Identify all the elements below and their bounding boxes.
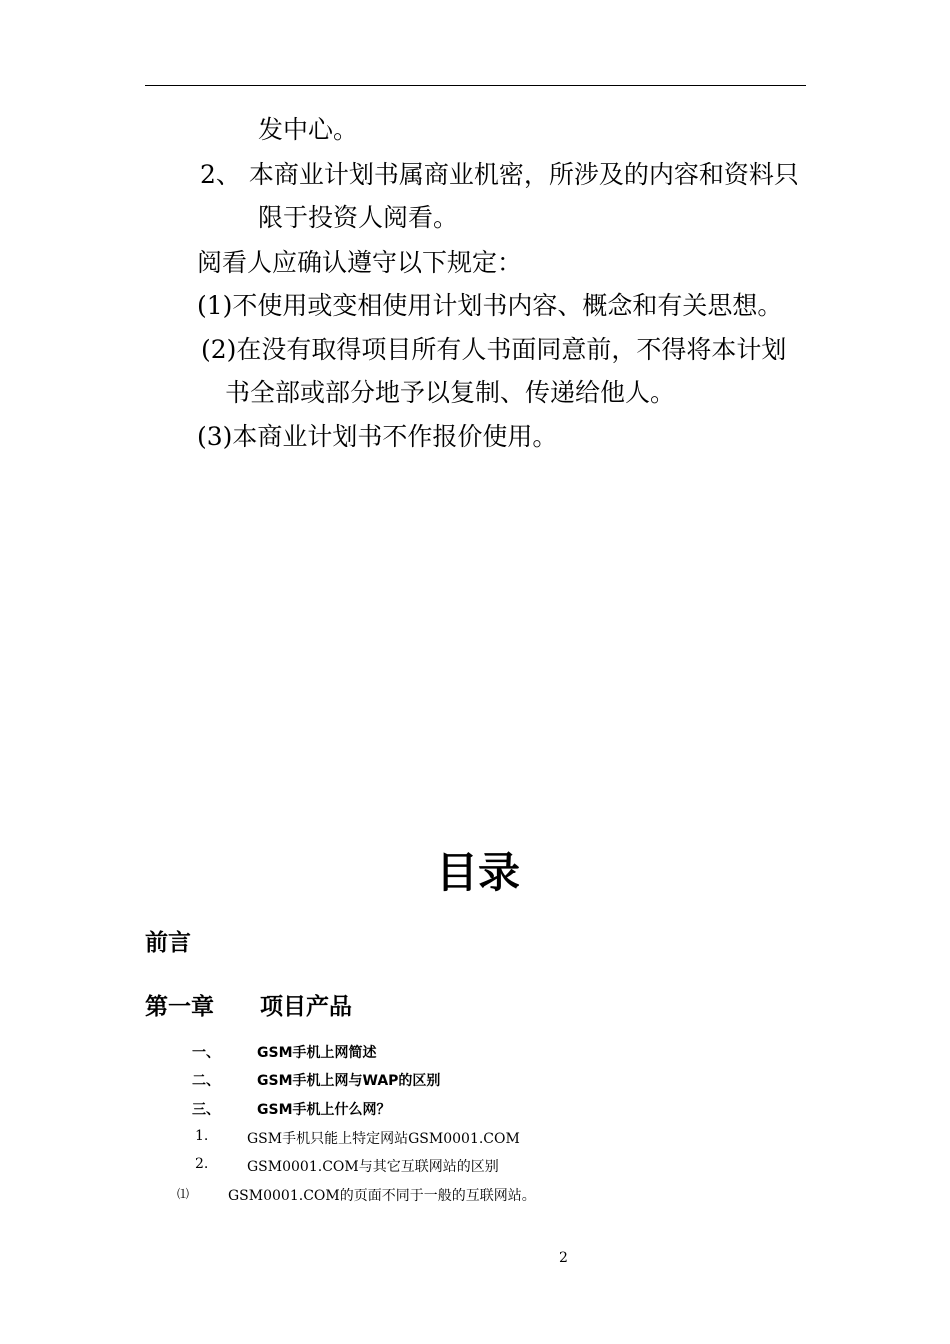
toc-subsection-text: GSM0001.COM与其它互联网站的区别 bbox=[247, 1159, 499, 1175]
body-line: 2、 本商业计划书属商业机密，所涉及的内容和资料只 bbox=[200, 160, 799, 189]
body-line: 书全部或部分地予以复制、传递给他人。 bbox=[225, 378, 676, 407]
body-line: (2)在没有取得项目所有人书面同意前，不得将本计划 bbox=[201, 335, 787, 364]
toc-subsection-text: GSM手机只能上特定网站GSM0001.COM bbox=[247, 1131, 520, 1147]
toc-section-num: 二、 bbox=[192, 1073, 220, 1089]
body-line: (1)不使用或变相使用计划书内容、概念和有关思想。 bbox=[197, 291, 783, 320]
header-rule bbox=[145, 85, 806, 86]
body-line: 阅看人应确认遵守以下规定： bbox=[197, 248, 523, 277]
toc-title: 目录 bbox=[435, 848, 520, 897]
toc-item-text: GSM0001.COM的页面不同于一般的互联网站。 bbox=[228, 1188, 536, 1204]
toc-section-num: 一、 bbox=[192, 1045, 220, 1061]
body-line: 限于投资人阅看。 bbox=[258, 203, 459, 232]
toc-subsection-num: 2. bbox=[195, 1156, 209, 1172]
toc-section-text: GSM手机上网与WAP的区别 bbox=[257, 1073, 441, 1089]
body-line: (3)本商业计划书不作报价使用。 bbox=[197, 422, 558, 451]
toc-subsection-num: 1. bbox=[195, 1128, 209, 1144]
toc-section-text: GSM手机上网简述 bbox=[257, 1045, 377, 1061]
page-number: 2 bbox=[559, 1250, 568, 1266]
toc-section-num: 三、 bbox=[192, 1102, 220, 1118]
toc-preface: 前言 bbox=[145, 930, 191, 956]
toc-section-text: GSM手机上什么网？ bbox=[257, 1102, 391, 1118]
toc-chapter-number: 第一章 bbox=[145, 994, 214, 1020]
toc-chapter-title: 项目产品 bbox=[260, 994, 352, 1020]
toc-item-num: ⑴ bbox=[177, 1187, 190, 1201]
body-line: 发中心。 bbox=[258, 115, 359, 144]
